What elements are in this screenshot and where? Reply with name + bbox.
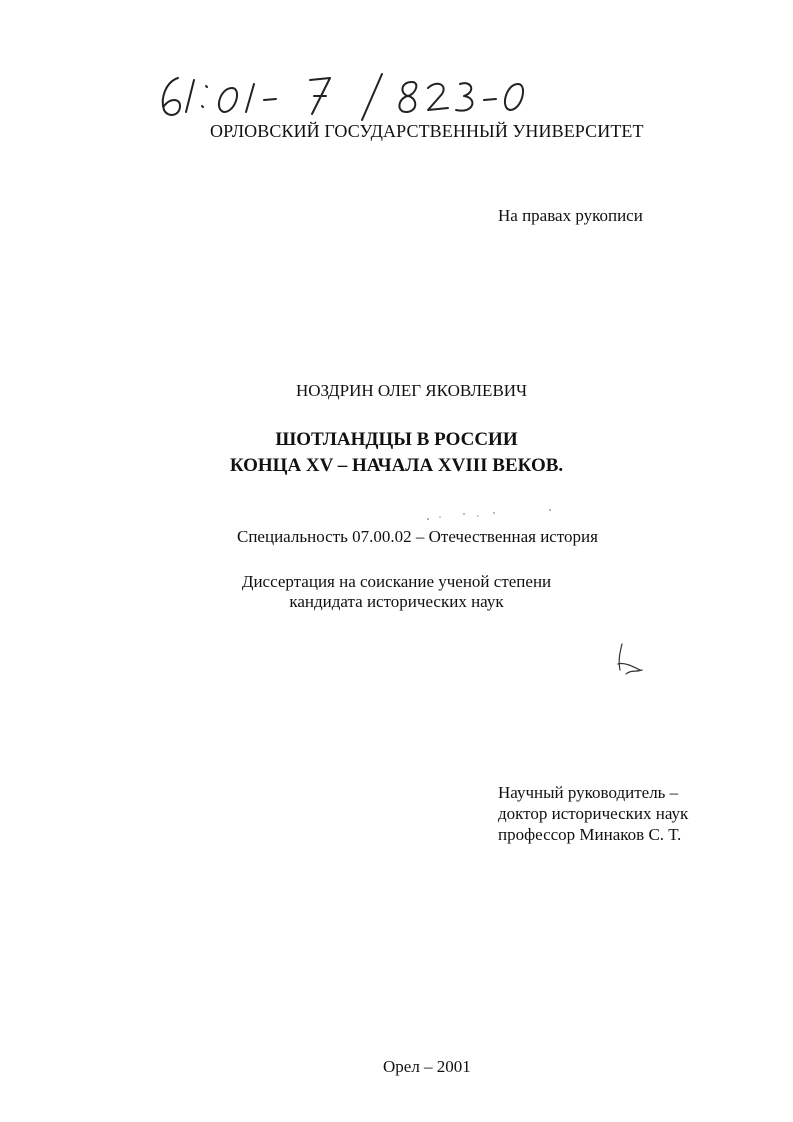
supervisor-degree: доктор исторических наук	[498, 804, 689, 823]
degree-line-2: кандидата исторических наук	[289, 592, 504, 611]
supervisor-name: профессор Минаков С. Т.	[498, 825, 682, 844]
specialty-line: Специальность 07.00.02 – Отечественная история	[237, 527, 598, 546]
handwritten-archive-number	[150, 66, 530, 126]
degree-line-1: Диссертация на соискание ученой степени	[241, 572, 552, 591]
author-name: НОЗДРИН ОЛЕГ ЯКОВЛЕВИЧ	[296, 381, 528, 400]
scan-specks	[420, 505, 570, 525]
supervisor-label: Научный руководитель –	[498, 783, 679, 802]
dissertation-title-line-2: КОНЦА XV – НАЧАЛА XVIII ВЕКОВ.	[229, 455, 564, 476]
university-name: ОРЛОВСКИЙ ГОСУДАРСТВЕННЫЙ УНИВЕРСИТЕТ	[210, 121, 644, 141]
dissertation-title-line-1: ШОТЛАНДЦЫ В РОССИИ	[275, 429, 518, 450]
manuscript-rights-note: На правах рукописи	[498, 206, 643, 225]
handwritten-mark	[608, 640, 648, 680]
city-and-year: Орел – 2001	[383, 1057, 471, 1076]
